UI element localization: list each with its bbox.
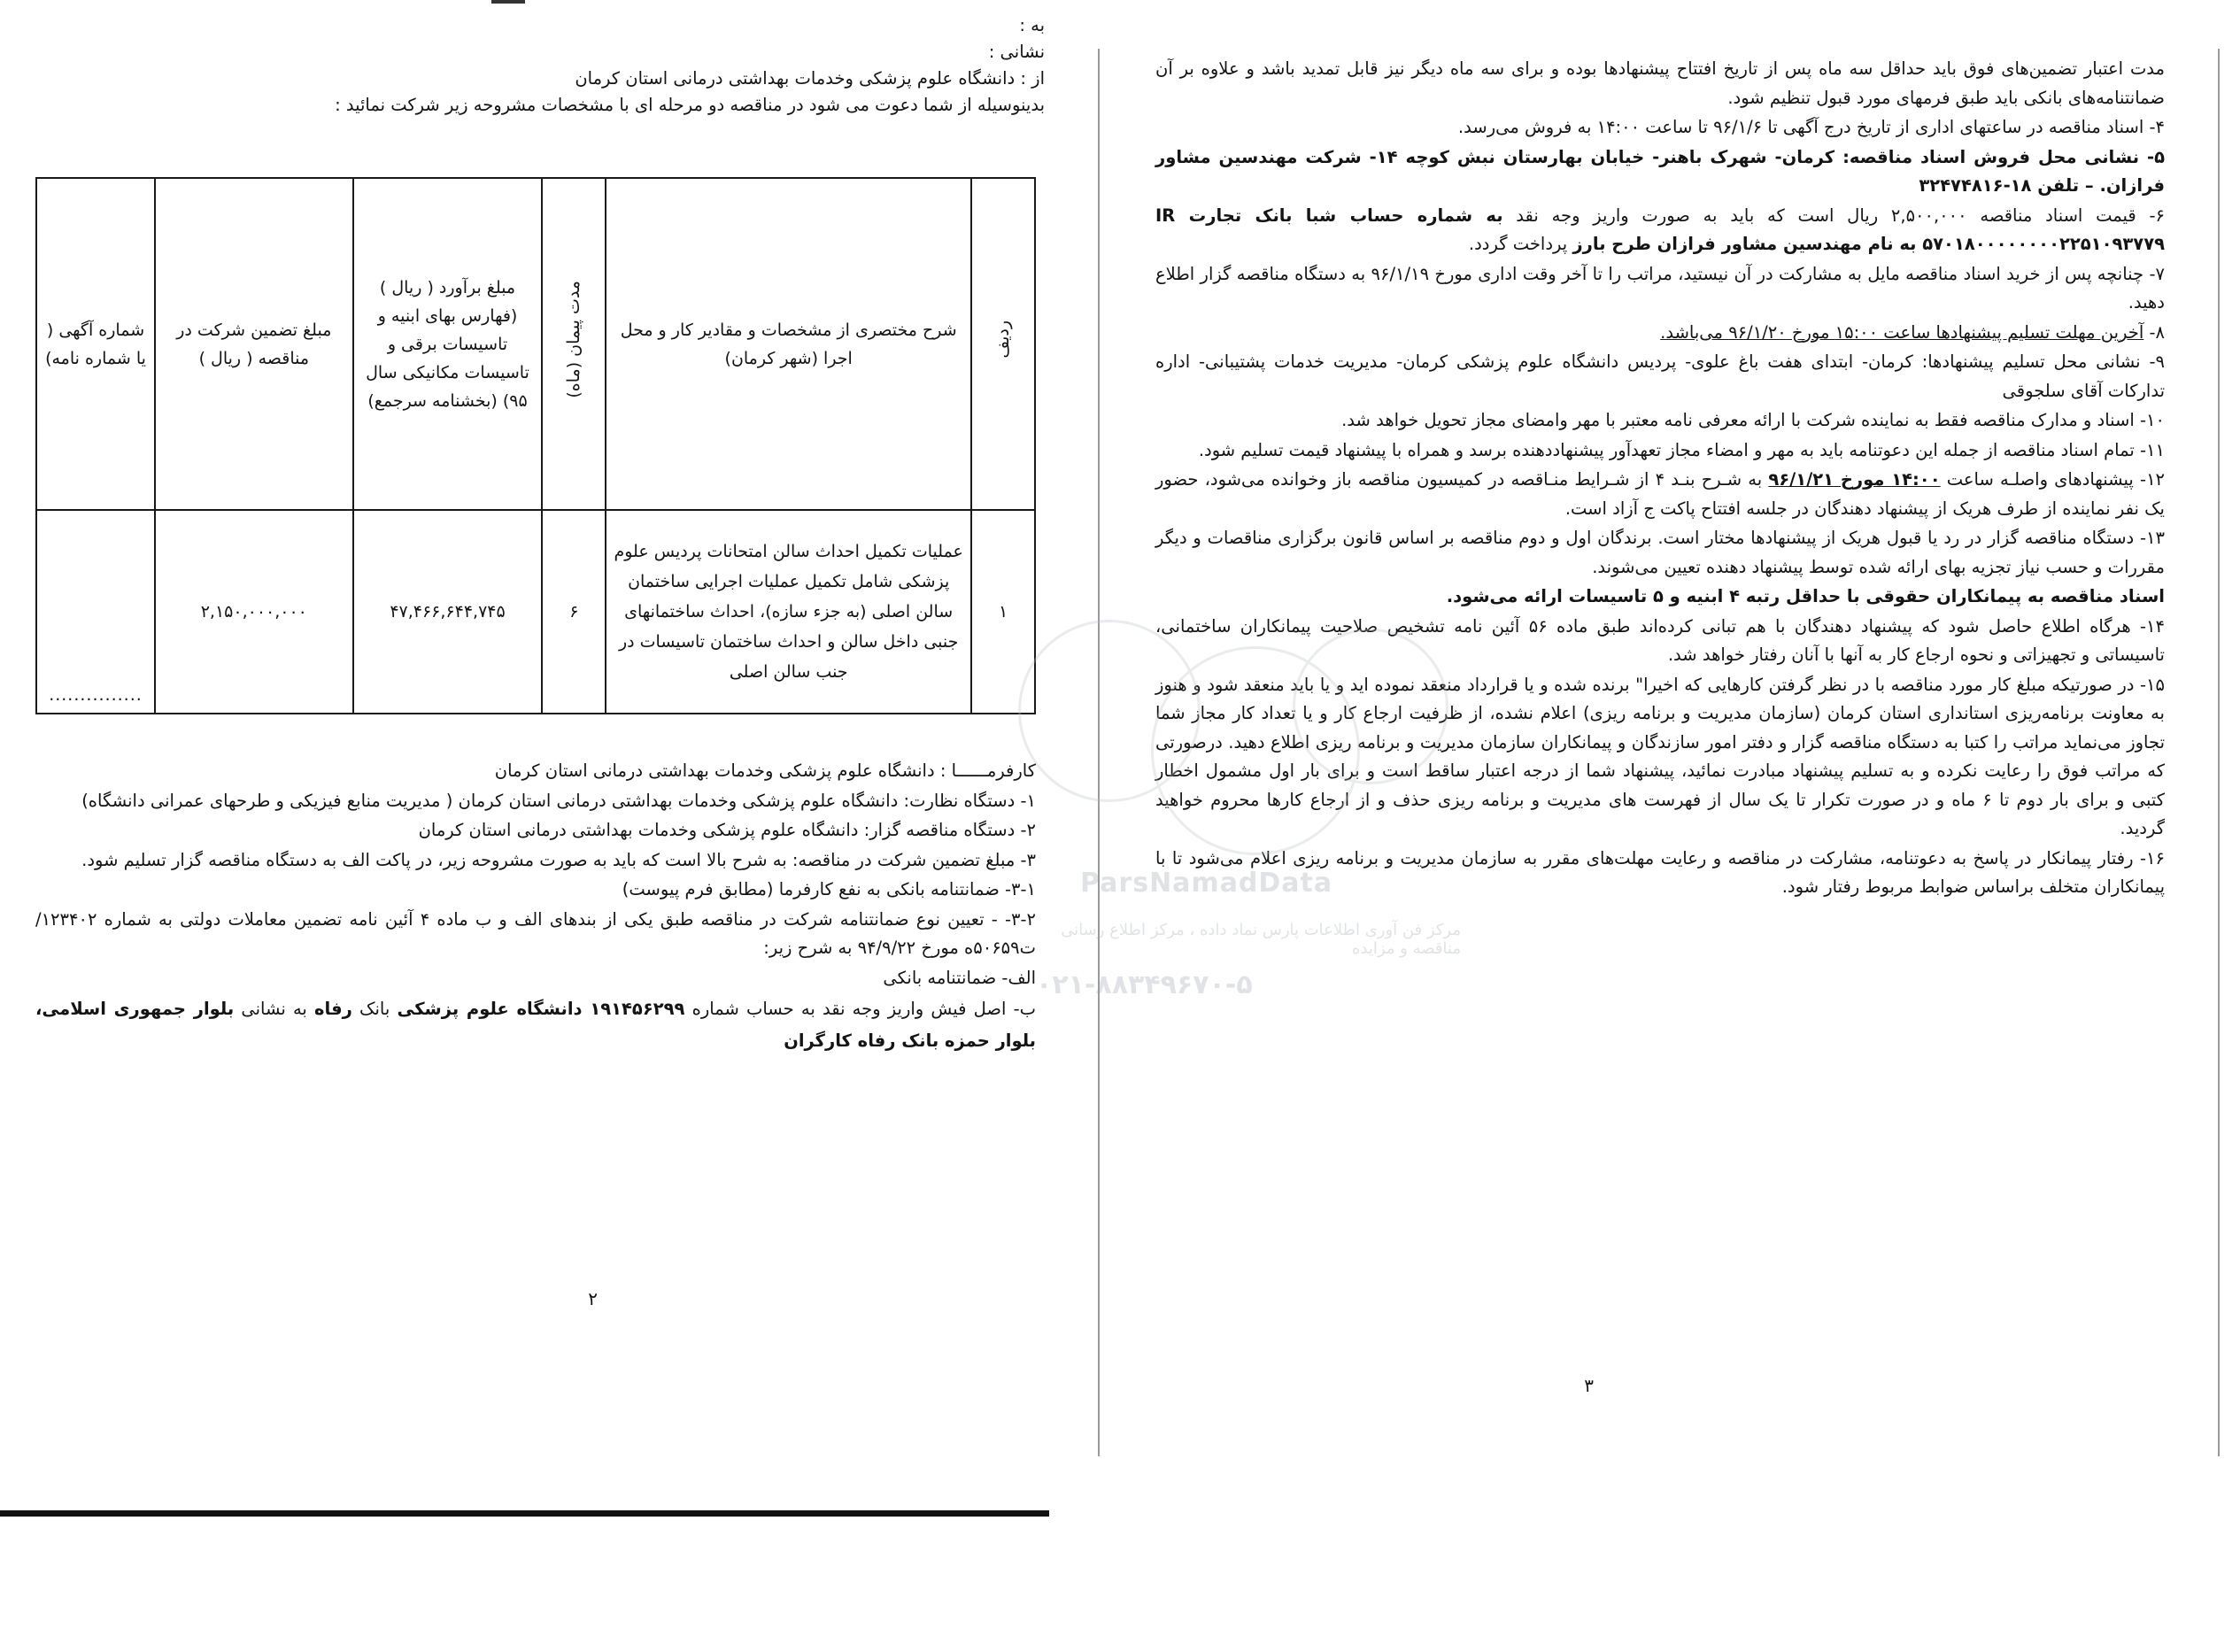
watermark-subtitle: مرکز فن آوری اطلاعات پارس نماد داده ، مرکز اطلاع رسانی مناقصه و مزایده: [1061, 921, 1461, 958]
invitation-line: بدینوسیله از شما دعوت می شود در مناقصه دو مرحله ای با مشخصات مشروحه زیر شرکت نمائید :: [335, 95, 1045, 115]
page-number: ۲: [588, 1288, 598, 1309]
page-number: ۳: [1584, 1375, 1594, 1396]
address-label: نشانی :: [988, 42, 1045, 62]
to-label: به :: [1019, 15, 1045, 35]
clause-15: ۱۵- در صورتیکه مبلغ کار مورد مناقصه با در نظر گرفتن کارهایی که اخیرا" برنده شده و یا قرارداد منعقد نموده اید و یا باید منعقد شود و هنوز به معاونت برنامه‌ریزی استانداری استان کرمان (سازمان مدیریت و برنامه ریزی) اعلام نشده، از ظرفیت ارجاع کار و یا تعداد کار مجاز شما تجاوز می‌نماید مراتب را کتبا به دستگاه مناقصه گزار و دفتر امور سازندگان و پیمانکاران سازمان مدیریت و برنامه ریزی اطلاع دهید. درصورتی که مراتب فوق را رعایت نکرده و به تسلیم پیشنهاد مبادرت نمائید، پیشنهاد شما از درجه اعتبار ساقط است و برای بار اول مشمول اخطار کتبی و برای بار دوم تا ۶ ماه و در صورت تکرار تا یک سال از فهرست های مدیریت و برنامه ریزی حذف و از ارجاع کارها محروم خواهید گردید.: [1155, 674, 2165, 838]
page-3: [1120, 0, 2191, 1523]
header-estimate: مبلغ برآورد ( ریال ) (فهارس بهای ابنیه و تاسیسات برقی و تاسیسات مکانیکی سال ۹۵) (بخشنامه سرجمع): [353, 178, 543, 510]
item-supervision: ۱- دستگاه نظارت: دانشگاه علوم پزشکی وخدمات بهداشتی درمانی استان کرمان ( مدیریت منابع فیزیکی و طرحهای عمرانی دانشگاه): [81, 790, 1036, 811]
employer-line: کارفرمــــــا : دانشگاه علوم پزشکی وخدمات بهداشتی درمانی استان کرمان: [494, 760, 1036, 781]
watermark-phone: ۰۲۱-۸۸۳۴۹۶۷۰-۵: [1036, 969, 1253, 1000]
clause-11: ۱۱- تمام اسناد مناقصه از جمله این دعوتنامه باید به مهر و امضاء مجاز تعهدآور پیشنهاددهنده برسد و همراه با پیشنهاد قیمت تسلیم شود.: [1198, 439, 2165, 460]
cell-duration: ۶: [542, 510, 606, 714]
header-ad-number: شماره آگهی ( یا شماره نامه): [36, 178, 155, 510]
clause-8: ۸- آخرین مهلت تسلیم پیشنهادها ساعت ۱۵:۰۰ مورخ ۹۶/۱/۲۰ می‌باشد.: [1660, 321, 2165, 343]
header-duration: مدت پیمان (ماه): [542, 178, 606, 510]
page-gutter-line: [1098, 49, 1100, 1456]
item-bank-guarantee: ۳-۱- ضمانتنامه بانکی به نفع کارفرما (مطابق فرم پیوست): [622, 879, 1036, 899]
item-guarantee-type: ۳-۲- - تعیین نوع ضمانتنامه شرکت در مناقصه طبق یکی از بندهای الف و ب ماده ۴ آئین نامه تضمین معاملات دولتی به شماره ۱۲۳۴۰۲/ت۵۰۶۵۹ه مورخ ۹۴/۹/۲۲ به شرح زیر:: [35, 908, 1036, 958]
cell-ad-number: ...............: [36, 510, 155, 714]
cell-estimate: ۴۷,۴۶۶,۶۴۴,۷۴۵: [353, 510, 543, 714]
item-guarantee-amount: ۳- مبلغ تضمین شرکت در مناقصه: به شرح بالا است که باید به صورت مشروحه زیر، در پاکت الف به دستگاه مناقصه گزار تسلیم شود.: [81, 849, 1036, 870]
watermark-brand: ParsNamadData: [1080, 868, 1333, 899]
clause-13: ۱۳- دستگاه مناقصه گزار در رد یا قبول هریک از پیشنهادها مختار است. برندگان اول و دوم مناقصه بر اساس قانون برگزاری مناقصات و دیگر مقررات و حسب نیاز تجزیه بهای ارائه شده توسط پیشنهاد دهنده تعیین می‌شوند.: [1155, 528, 2165, 577]
validity-paragraph: مدت اعتبار تضمین‌های فوق باید حداقل سه ماه پس از تاریخ افتتاح پیشنهادها بوده و برای سه ماه دیگر نیز قابل تمدید باشد و علاوه بر آن ضمانتنامه‌های بانکی باید طبق فرمهای مورد قبول تنظیم شود.: [1155, 58, 2165, 108]
clause-14: ۱۴- هرگاه اطلاع حاصل شود که پیشنهاد دهندگان با هم تبانی کرده‌اند طبق ماده ۵۶ آئین نامه تشخیص صلاحیت پیمانکاران ساختمانی، تاسیساتی و تجهیزاتی و نحوه ارجاع کار به آنها با آنان رفتار خواهد شد.: [1155, 615, 2165, 665]
header-guarantee: مبلغ تضمین شرکت در مناقصه ( ریال ): [155, 178, 353, 510]
contractor-grade-notice: اسناد مناقصه به پیمانکاران حقوقی با حداقل رتبه ۴ ابنیه و ۵ تاسیسات ارائه می‌شود.: [1446, 586, 2165, 606]
page-2: [27, 0, 1045, 1523]
clause-9: ۹- نشانی محل تسلیم پیشنهادها: کرمان- ابتدای هفت باغ علوی- پردیس دانشگاه علوم پزشکی کرمان- مدیریت خدمات پشتیبانی- اداره تدارکات آقای سلجوقی: [1155, 351, 2165, 401]
clause-10: ۱۰- اسناد و مدارک مناقصه فقط به نماینده شرکت با ارائه معرفی نامه معتبر با مهر وامضای مجاز تحویل خواهد شد.: [1341, 410, 2165, 430]
cell-row-number: ۱: [971, 510, 1035, 714]
clause-16: ۱۶- رفتار پیمانکار در پاسخ به دعوتنامه، مشارکت در مناقصه و رعایت مهلت‌های مقرر به سازمان مدیریت و برنامه ریزی اعلام می‌شود تا با پیمانکاران متخلف براساس ضوابط مربوط رفتار شود.: [1155, 847, 2165, 897]
clause-7: ۷- چنانچه پس از خرید اسناد مناقصه مایل به مشارکت در آن نیستید، مراتب را تا آخر وقت اداری مورخ ۹۶/۱/۱۹ به دستگاه مناقصه گزار اطلاع دهید.: [1155, 263, 2165, 313]
clause-5: ۵- نشانی محل فروش اسناد مناقصه: کرمان- شهرک باهنر- خیابان بهارستان نبش کوچه ۱۴- شرکت مهندسین مشاور فرازان. – تلفن ۱۸-۳۲۴۷۴۸۱۶: [1155, 146, 2165, 196]
right-edge-line: [2218, 49, 2220, 1456]
tender-table: [35, 177, 1036, 714]
clause-4: ۴- اسناد مناقصه در ساعتهای اداری از تاریخ درج آگهی تا ۹۶/۱/۶ تا ساعت ۱۴:۰۰ به فروش می‌رسد.: [1457, 117, 2165, 137]
table-header-row: [36, 178, 1035, 510]
cell-guarantee: ۲,۱۵۰,۰۰۰,۰۰۰: [155, 510, 353, 714]
table-row: [36, 510, 1035, 714]
item-be: ب- اصل فیش واریز وجه نقد به حساب شماره ۱۹۱۴۵۶۲۹۹ دانشگاه علوم پزشکی بانک رفاه به نشانی بلوار جمهوری اسلامی، بلوار حمزه بانک رفاه کارگران: [35, 999, 1036, 1051]
clause-6: ۶- قیمت اسناد مناقصه ۲,۵۰۰,۰۰۰ ریال است که باید به صورت واریز وجه نقد به شماره حساب شبا بانک تجارت IR ۵۷۰۱۸۰۰۰۰۰۰۰۰۲۲۵۱۰۹۳۷۷۹ به نام مهندسین مشاور فرازان طرح بارز پرداخت گردد.: [1155, 205, 2165, 254]
item-tendering-body: ۲- دستگاه مناقصه گزار: دانشگاه علوم پزشکی وخدمات بهداشتی درمانی استان کرمان: [418, 820, 1036, 840]
item-alef: الف- ضمانتنامه بانکی: [883, 967, 1036, 988]
cell-description: عملیات تکمیل احداث سالن امتحانات پردیس علوم پزشکی شامل تکمیل عملیات اجرایی ساختمان سالن اصلی (به جزء سازه)، احداث ساختمانهای جنبی داخل سالن و احداث ساختمان تاسیسات در جنب سالن اصلی: [606, 510, 971, 714]
from-line: از : دانشگاه علوم پزشکی وخدمات بهداشتی درمانی استان کرمان: [575, 68, 1045, 89]
header-row-number: ردیف: [971, 178, 1035, 510]
header-description: شرح مختصری از مشخصات و مقادیر کار و محل اجرا (شهر کرمان): [606, 178, 971, 510]
clause-12: ۱۲- پیشنهادهای واصلـه ساعت ۱۴:۰۰ مورخ ۹۶/۱/۲۱ به شـرح بنـد ۴ از شـرایط منـاقصه در کمیسیون مناقصه باز وخوانده می‌شود، حضور یک نفر نماینده از طرف هریک از پیشنهاد دهندگان در جلسه افتتاح پاکت ج آزاد است.: [1155, 469, 2166, 519]
